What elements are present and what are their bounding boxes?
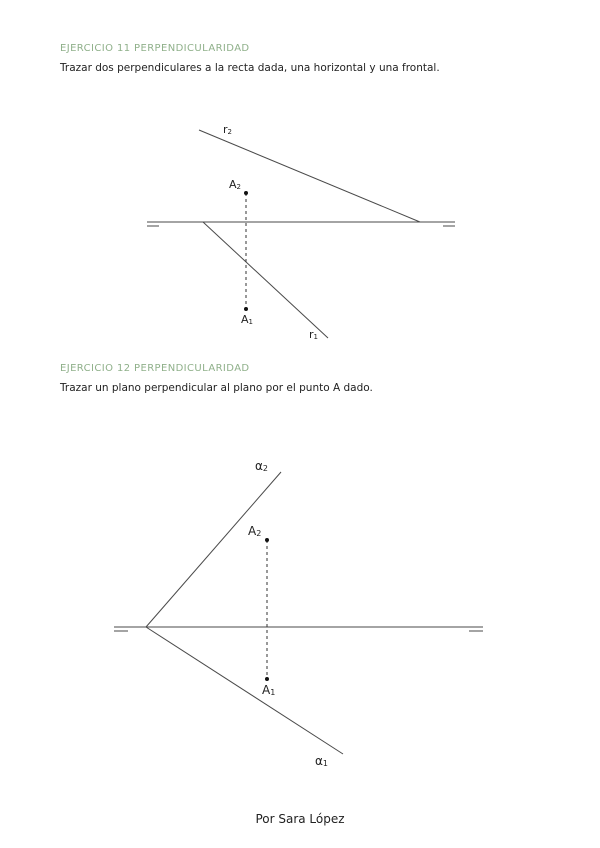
label-a2: A2	[248, 524, 262, 538]
label-alpha1: α1	[315, 754, 329, 768]
exercise-11-instructions: Trazar dos perpendiculares a la recta dada, una horizontal y una frontal.	[60, 62, 440, 74]
author-footer: Por Sara López	[255, 812, 345, 826]
label-a2: A2	[229, 178, 241, 191]
point-a2	[265, 538, 269, 542]
exercise-12-title: EJERCICIO 12 PERPENDICULARIDAD	[60, 363, 250, 374]
label-a1: A1	[241, 313, 253, 326]
exercise-11-title: EJERCICIO 11 PERPENDICULARIDAD	[60, 43, 250, 54]
trace-alpha1	[146, 627, 343, 754]
point-a1	[265, 677, 269, 681]
label-r1: r1	[309, 328, 318, 341]
trace-alpha2	[146, 472, 281, 627]
label-r2: r2	[223, 123, 232, 136]
label-alpha2: α2	[255, 459, 269, 473]
exercise-12-instructions: Trazar un plano perpendicular al plano por el punto A dado.	[60, 382, 373, 394]
label-a1: A1	[262, 683, 276, 697]
